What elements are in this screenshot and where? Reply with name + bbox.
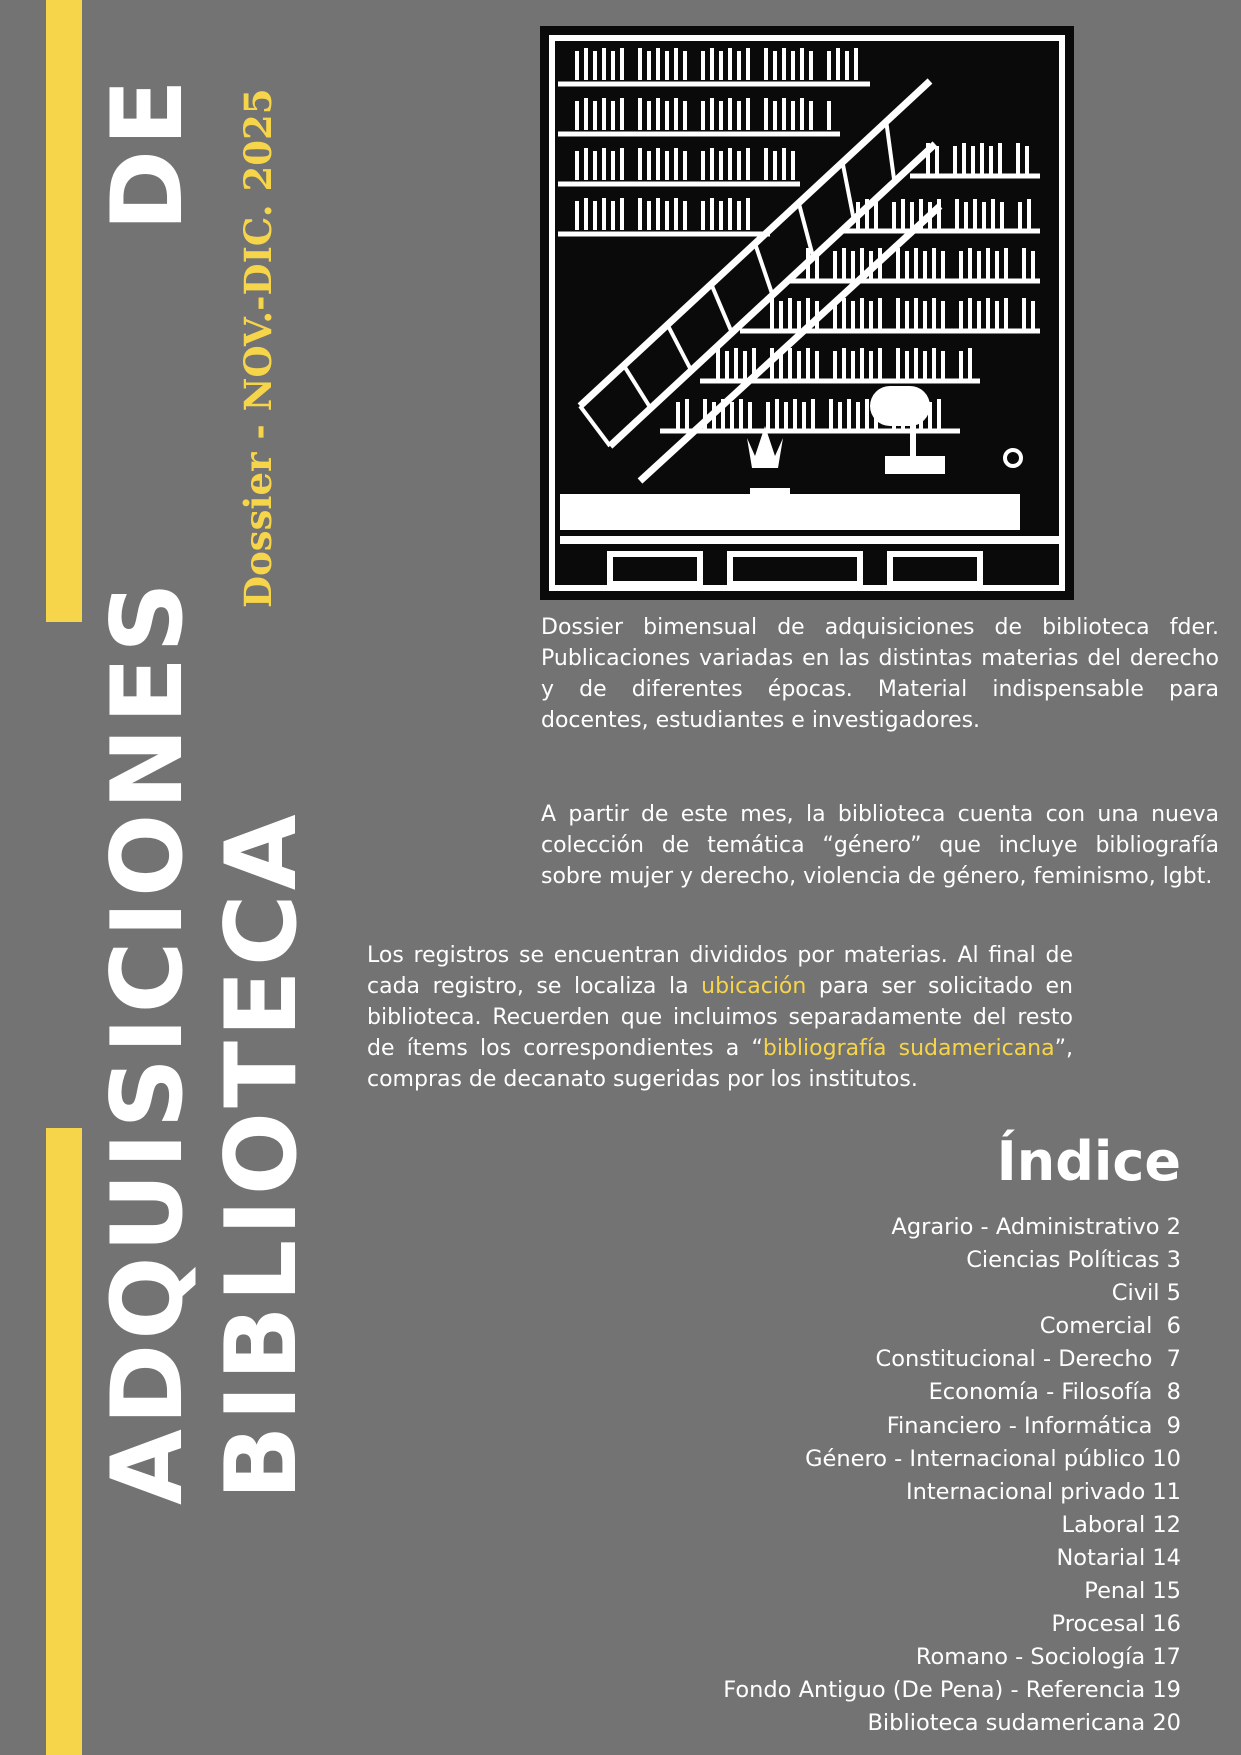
index-item[interactable]: Procesal 16: [1051, 1611, 1181, 1638]
index-list: [723, 1211, 1181, 1741]
index-item[interactable]: Internacional privado 11: [905, 1478, 1181, 1505]
title-word-adquisiciones: ADQUISICIONES: [91, 578, 205, 1505]
index-item[interactable]: Agrario - Administrativo 2: [891, 1214, 1181, 1240]
index-item[interactable]: Laboral 12: [1061, 1511, 1181, 1538]
ubicacion-highlight: ubicación: [701, 974, 807, 999]
title-word-de: DE: [91, 75, 205, 232]
accent-bar-top: [46, 0, 82, 622]
index-item[interactable]: Notarial 14: [1056, 1544, 1181, 1571]
accent-bar-bottom: [46, 1128, 82, 1755]
index-item[interactable]: Financiero - Informática 9: [886, 1412, 1181, 1439]
intro-paragraph-3: [367, 940, 1073, 1095]
index-item[interactable]: Penal 15: [1084, 1578, 1181, 1605]
index-item[interactable]: Fondo Antiguo (De Pena) - Referencia 19: [723, 1677, 1181, 1704]
p3-text-c: ”, compras de decanato sugeridas por los institutos.: [367, 1036, 1073, 1092]
index-item[interactable]: Civil 5: [1111, 1280, 1181, 1307]
index-item[interactable]: Romano - Sociología 17: [915, 1644, 1181, 1671]
dossier-subtitle: Dossier - NOV.-DIC. 2025: [236, 88, 280, 608]
index-item[interactable]: Comercial 6: [1039, 1313, 1181, 1340]
title-line-2: BIBLIOTECA: [205, 810, 319, 1500]
intro-paragraph-2: A partir de este mes, la biblioteca cuenta con una nueva colección de temática “género” que incluye bibliografía sobre mujer y derecho, violencia de género, feminismo, lgbt.: [541, 802, 1219, 889]
index-heading: Índice: [996, 1130, 1181, 1193]
index-item[interactable]: Ciencias Políticas 3: [966, 1247, 1181, 1274]
index-item[interactable]: Economía - Filosofía 8: [928, 1379, 1181, 1406]
index-item[interactable]: Biblioteca sudamericana 20: [867, 1710, 1181, 1737]
title-line-1: [92, 75, 204, 1505]
p3-text-b: para ser solicitado en biblioteca. Recuerden que incluimos separadamente del resto de ítems los correspondientes a “: [367, 974, 1073, 1061]
p3-text-a: Los registros se encuentran divididos por materias. Al final de cada registro, se localiza la: [367, 943, 1073, 999]
bibliografia-sudamericana-highlight: bibliografía sudamericana: [762, 1036, 1055, 1061]
index-item[interactable]: Género - Internacional público 10: [805, 1445, 1181, 1472]
library-illustration-icon: [540, 26, 1074, 600]
intro-paragraph-1: Dossier bimensual de adquisiciones de biblioteca fder. Publicaciones variadas en las distintas materias del derecho y de diferentes épocas. Material indispensable para docentes, estudiantes e investigadores.: [541, 615, 1219, 733]
index-item[interactable]: Constitucional - Derecho 7: [875, 1346, 1181, 1373]
